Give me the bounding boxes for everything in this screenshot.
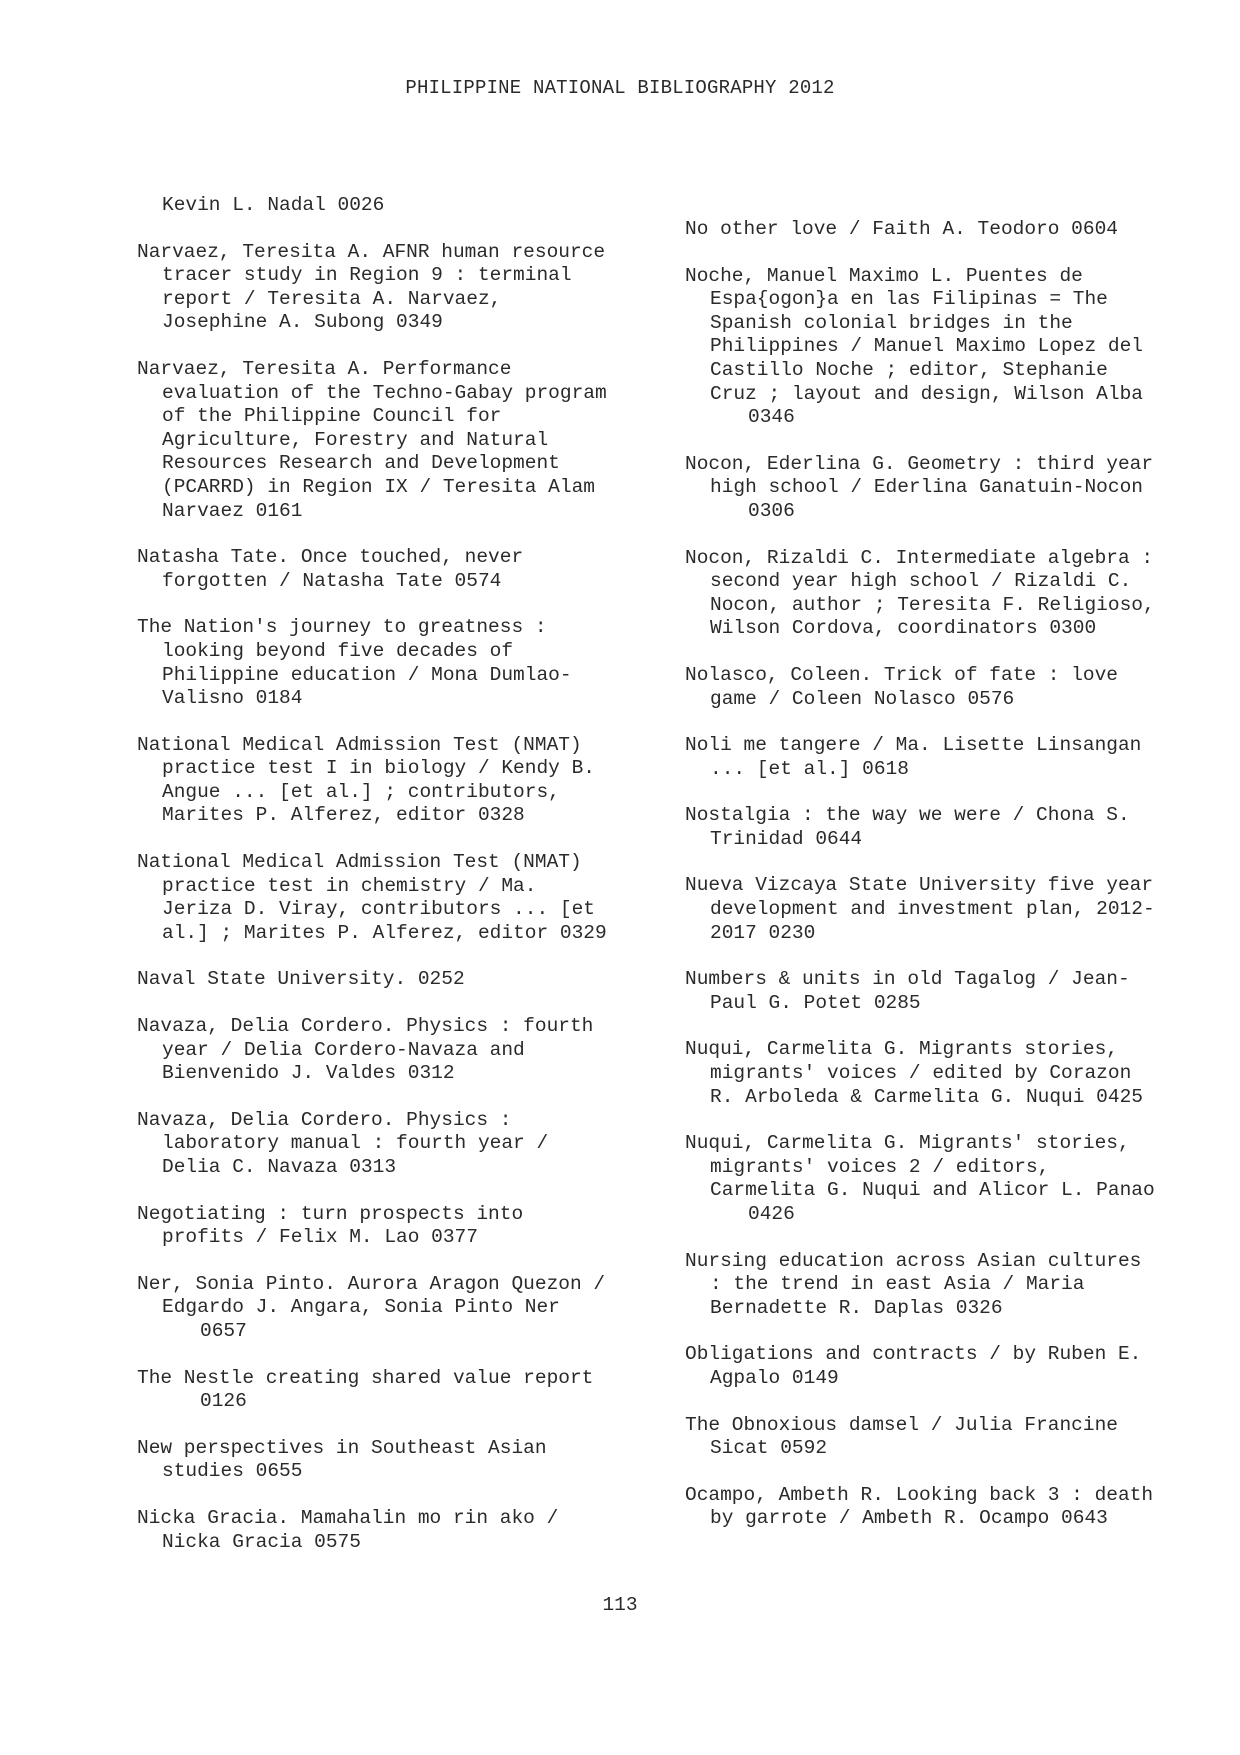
- bibliography-entry: [137, 1437, 697, 1484]
- entry-line: Jeriza D. Viray, contributors ... [et: [162, 898, 595, 921]
- bibliography-entry: [137, 734, 697, 828]
- bibliography-entry: [137, 546, 697, 593]
- entry-line: year / Delia Cordero-Navaza and: [162, 1038, 525, 1061]
- entry-line: high school / Ederlina Ganatuin-Nocon: [710, 476, 1143, 499]
- entry-line: R. Arboleda & Carmelita G. Nuqui 0425: [710, 1085, 1143, 1108]
- entry-line: migrants' voices / edited by Corazon: [710, 1062, 1132, 1085]
- bibliography-entry: [137, 1507, 697, 1554]
- entry-line: Nursing education across Asian cultures: [685, 1249, 1142, 1272]
- right-column: [685, 218, 1240, 1554]
- bibliography-entry: [685, 968, 1240, 1015]
- entry-line: Navaza, Delia Cordero. Physics :: [137, 1108, 512, 1131]
- entry-line: of the Philippine Council for: [162, 405, 502, 428]
- entry-line: practice test in chemistry / Ma.: [162, 874, 537, 897]
- entry-line: The Nestle creating shared value report: [137, 1366, 594, 1389]
- entry-line: Obligations and contracts / by Ruben E.: [685, 1343, 1142, 1366]
- entry-line: Wilson Cordova, coordinators 0300: [710, 617, 1097, 640]
- bibliography-entry: [137, 851, 697, 945]
- bibliography-entry: [685, 1484, 1240, 1531]
- bibliography-entry: [685, 1343, 1240, 1390]
- bibliography-entry: [137, 358, 697, 523]
- page-title: PHILIPPINE NATIONAL BIBLIOGRAPHY 2012: [405, 77, 835, 99]
- entry-line: Ocampo, Ambeth R. Looking back 3 : death: [685, 1483, 1154, 1506]
- bibliography-entry: [685, 265, 1240, 430]
- bibliography-entry: [685, 874, 1240, 945]
- bibliography-entry: [685, 1414, 1240, 1461]
- entry-line: report / Teresita A. Narvaez,: [162, 287, 502, 310]
- entry-line: 0346: [748, 406, 795, 429]
- bibliography-entry: [685, 734, 1240, 781]
- entry-line: Nueva Vizcaya State University five year: [685, 874, 1154, 897]
- entry-line: studies 0655: [162, 1460, 303, 1483]
- entry-line: Trinidad 0644: [710, 827, 863, 850]
- entry-line: Delia C. Navaza 0313: [162, 1156, 397, 1178]
- entry-line: The Nation's journey to greatness :: [137, 616, 547, 639]
- entry-line: The Obnoxious damsel / Julia Francine: [685, 1413, 1118, 1436]
- entry-line: profits / Felix M. Lao 0377: [162, 1226, 478, 1249]
- bibliography-entry: [685, 1038, 1240, 1109]
- entry-line: development and investment plan, 2012-: [710, 898, 1155, 921]
- entry-line: evaluation of the Techno-Gabay program: [162, 381, 607, 404]
- entry-line: migrants' voices 2 / editors,: [710, 1155, 1050, 1178]
- bibliography-entry: [137, 194, 697, 218]
- bibliography-entry: [685, 804, 1240, 851]
- entry-line: Nicka Gracia. Mamahalin mo rin ako /: [137, 1506, 559, 1529]
- entry-line: game / Coleen Nolasco 0576: [710, 687, 1015, 710]
- entry-line: (PCARRD) in Region IX / Teresita Alam: [162, 475, 595, 498]
- entry-line: Marites P. Alferez, editor 0328: [162, 804, 525, 827]
- entry-line: 0306: [748, 499, 795, 522]
- bibliography-entry: [685, 547, 1240, 641]
- entry-line: Nicka Gracia 0575: [162, 1530, 361, 1553]
- entry-line: looking beyond five decades of: [162, 639, 514, 662]
- entry-line: Agriculture, Forestry and Natural: [162, 428, 549, 451]
- entry-line: laboratory manual : fourth year /: [162, 1132, 549, 1155]
- entry-line: 2017 0230: [710, 921, 816, 944]
- bibliography-entry: [137, 968, 697, 992]
- bibliography-entry: [137, 616, 697, 710]
- entry-line: Navaza, Delia Cordero. Physics : fourth: [137, 1015, 594, 1038]
- entry-line: Noche, Manuel Maximo L. Puentes de: [685, 264, 1083, 287]
- entry-line: 0426: [748, 1203, 795, 1225]
- entry-line: Castillo Noche ; editor, Stephanie: [710, 358, 1108, 381]
- entry-line: 0126: [200, 1390, 247, 1413]
- entry-line: by garrote / Ambeth R. Ocampo 0643: [710, 1507, 1108, 1530]
- entry-line: Ner, Sonia Pinto. Aurora Aragon Quezon /: [137, 1272, 606, 1295]
- entry-line: Kevin L. Nadal 0026: [162, 194, 385, 216]
- entry-line: National Medical Admission Test (NMAT): [137, 733, 582, 756]
- entry-line: Nocon, author ; Teresita F. Religioso,: [710, 593, 1155, 616]
- entry-line: Nolasco, Coleen. Trick of fate : love: [685, 663, 1118, 686]
- bibliography-entry: [137, 1109, 697, 1180]
- entry-line: Josephine A. Subong 0349: [162, 311, 443, 334]
- entry-line: Espa{ogon}a en las Filipinas = The: [710, 288, 1108, 311]
- entry-line: Carmelita G. Nuqui and Alicor L. Panao: [710, 1179, 1155, 1202]
- entry-line: practice test I in biology / Kendy B.: [162, 757, 595, 780]
- bibliography-entry: [685, 664, 1240, 711]
- entry-line: Paul G. Potet 0285: [710, 991, 921, 1014]
- bibliography-entry: [137, 1203, 697, 1250]
- entry-line: Philippine education / Mona Dumlao-: [162, 663, 572, 686]
- entry-line: National Medical Admission Test (NMAT): [137, 851, 582, 874]
- entry-line: Bienvenido J. Valdes 0312: [162, 1062, 455, 1085]
- bibliography-entry: [137, 1273, 697, 1344]
- bibliography-entry: [685, 1132, 1240, 1226]
- bibliography-entry: [685, 218, 1240, 242]
- entry-line: 0657: [200, 1319, 247, 1342]
- entry-line: New perspectives in Southeast Asian: [137, 1436, 547, 1459]
- entry-line: Cruz ; layout and design, Wilson Alba: [710, 382, 1143, 405]
- page-number: 113: [602, 1594, 638, 1616]
- entry-line: Angue ... [et al.] ; contributors,: [162, 780, 560, 803]
- bibliography-entry: [137, 1015, 697, 1086]
- entry-line: Narvaez, Teresita A. AFNR human resource: [137, 240, 606, 263]
- entry-line: Resources Research and Development: [162, 452, 560, 475]
- entry-line: Noli me tangere / Ma. Lisette Linsangan: [685, 734, 1142, 757]
- entry-line: Nuqui, Carmelita G. Migrants' stories,: [685, 1132, 1130, 1155]
- entry-line: Sicat 0592: [710, 1437, 828, 1460]
- bibliography-entry: [685, 453, 1240, 524]
- entry-line: Negotiating : turn prospects into: [137, 1202, 524, 1225]
- entry-line: Numbers & units in old Tagalog / Jean-: [685, 968, 1130, 991]
- entry-line: Valisno 0184: [162, 687, 303, 710]
- entry-line: Narvaez, Teresita A. Performance: [137, 357, 512, 380]
- entry-line: Agpalo 0149: [710, 1366, 839, 1389]
- entry-line: Nocon, Rizaldi C. Intermediate algebra :: [685, 546, 1154, 569]
- entry-line: Edgardo J. Angara, Sonia Pinto Ner: [162, 1296, 560, 1319]
- bibliography-entry: [685, 1250, 1240, 1321]
- entry-line: forgotten / Natasha Tate 0574: [162, 569, 502, 592]
- bibliography-entry: [137, 241, 697, 335]
- entry-line: Bernadette R. Daplas 0326: [710, 1296, 1003, 1319]
- entry-line: ... [et al.] 0618: [710, 757, 909, 780]
- entry-line: Nuqui, Carmelita G. Migrants stories,: [685, 1038, 1118, 1061]
- entry-line: No other love / Faith A. Teodoro 0604: [685, 218, 1118, 240]
- entry-line: Natasha Tate. Once touched, never: [137, 546, 524, 569]
- entry-line: second year high school / Rizaldi C.: [710, 570, 1132, 593]
- bibliography-entry: [137, 1367, 697, 1414]
- entry-line: Nostalgia : the way we were / Chona S.: [685, 804, 1130, 827]
- entry-line: Narvaez 0161: [162, 499, 303, 522]
- entry-line: Naval State University. 0252: [137, 968, 465, 991]
- left-column: [137, 194, 697, 1577]
- entry-line: Nocon, Ederlina G. Geometry : third year: [685, 452, 1154, 475]
- entry-line: Philippines / Manuel Maximo Lopez del: [710, 335, 1143, 358]
- entry-line: : the trend in east Asia / Maria: [710, 1273, 1085, 1296]
- entry-line: Spanish colonial bridges in the: [710, 311, 1073, 334]
- entry-line: tracer study in Region 9 : terminal: [162, 264, 572, 287]
- entry-line: al.] ; Marites P. Alferez, editor 0329: [162, 921, 607, 944]
